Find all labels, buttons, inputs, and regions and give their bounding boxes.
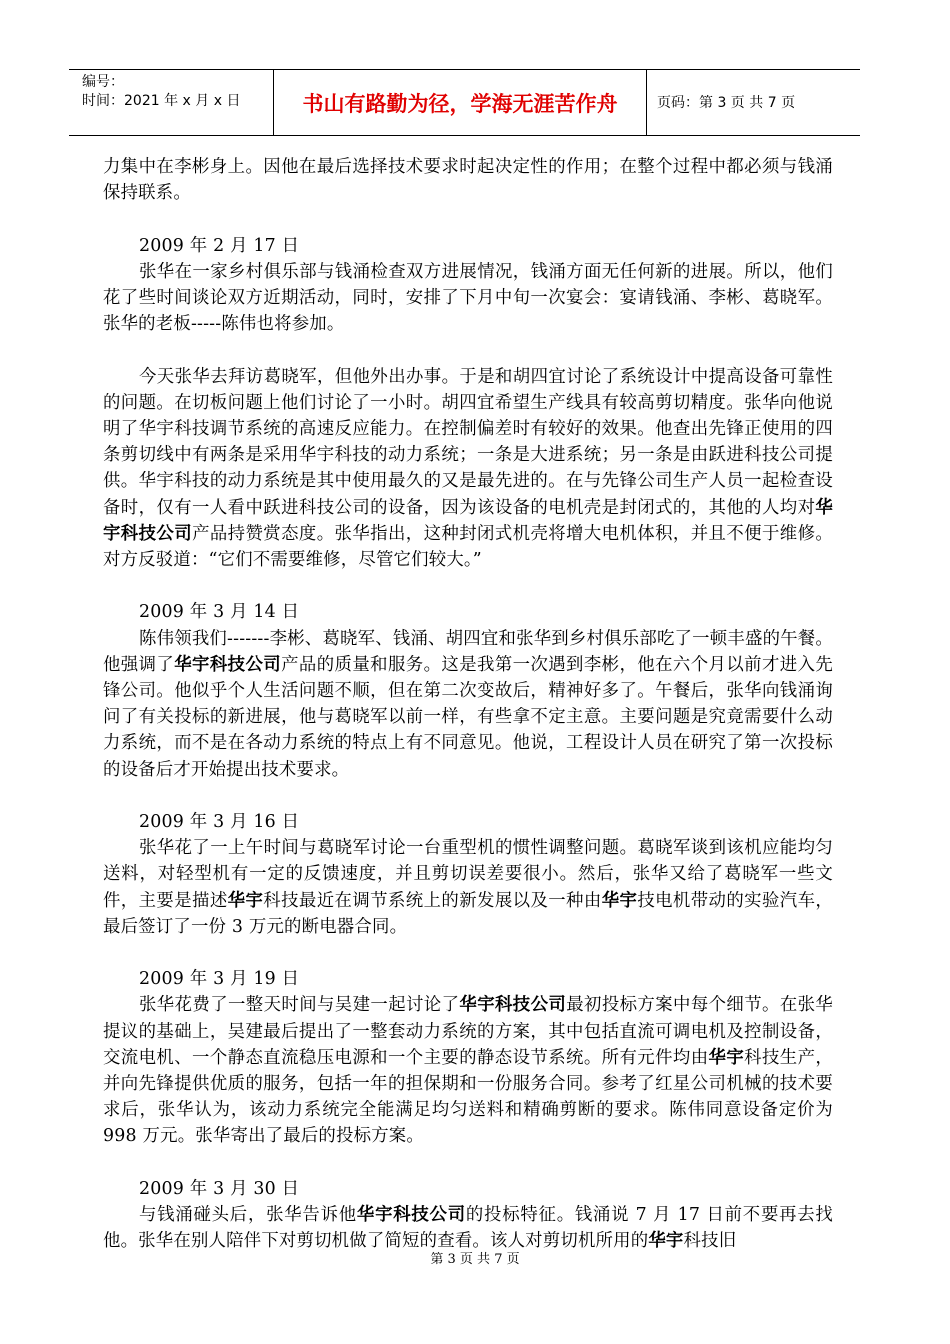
paragraph-text: 陈伟领我们-------李彬、葛晓军、钱涌、胡四宜和张华到乡村俱乐部吃了一顿丰盛的午餐。他强调了 (103, 628, 833, 675)
page-header-table (69, 69, 860, 136)
paragraph-text: 张华花了一上午时间与葛晓军讨论一台重型机的惯性调整问题。葛晓军谈到该机应能均匀送料，对轻型机有一定的反馈速度，并且剪切误差要很小。然后，张华又给了葛晓军一些文件，主要是描述 (103, 838, 833, 911)
document-body (103, 154, 833, 1254)
body-paragraph (103, 626, 833, 783)
document-time-label: 时间：2021 年 x 月 x 日 (82, 93, 241, 109)
paragraph-text: 今天张华去拜访葛晓军，但他外出办事。于是和胡四宜讨论了系统设计中提高设备可靠性的问题。在切板问题上他们讨论了一小时。胡四宜希望生产线具有较高剪切精度。张华向他说明了华宇科技调节系统的高速反应能力。在控制偏差时有较好的效果。他查出先锋正使用的四条剪切线中有两条是采用华宇科技的动力系统；一条是大进系统；另一条是由跃进科技公司提供。华宇科技的动力系统是其中使用最久的又是最先进的。在与先锋公司生产人员一起检查设备时，仅有一人看中跃进科技公司的设备，因为该设备的电机壳是封闭式的，其他的人均对 (103, 366, 833, 518)
header-page-number: 页码：第 3 页 共 7 页 (657, 95, 796, 111)
entry-date: 2009 年 3 月 16 日 (139, 812, 300, 833)
entry-date: 2009 年 3 月 14 日 (139, 602, 300, 623)
paragraph-text: 技电机带动的实验汽车，最后签订了一份 3 万元的断电器合同。 (103, 890, 833, 937)
paragraph-text: 产品持赞赏态度。张华指出，这种封闭式机壳将增大电机体积，并且不便于维修。对方反驳道：“它们不需要维修，尽管它们较大。” (103, 523, 833, 571)
paragraph-text: 最初投标方案中每个细节。在张华提议的基础上，吴建最后提出了一整套动力系统的方案，其中包括直流可调电机及控制设备，交流电机、一个静态直流稳压电源和一个主要的静态设节系统。所有元件均由 (103, 995, 834, 1068)
company-name-bold: 华宇 (601, 890, 638, 911)
company-name-bold: 华宇科技公司 (459, 995, 567, 1016)
entry-date: 2009 年 2 月 17 日 (139, 235, 300, 256)
paragraph-text: 张华花费了一整天时间与吴建一起讨论了 (139, 995, 460, 1016)
entry-date: 2009 年 3 月 19 日 (139, 969, 300, 990)
body-paragraph (103, 835, 833, 940)
body-paragraph (103, 992, 833, 1149)
paragraph-text: 的投标特征。钱涌说 7 月 17 日前不要再去找他。张华在别人陪伴下对剪切机做了简短的查看。该人对剪切机所用的 (103, 1205, 834, 1252)
header-page-cell (647, 70, 860, 135)
company-name-bold: 华宇 (227, 890, 264, 911)
paragraph-text: 科技旧 (683, 1231, 737, 1252)
body-paragraph: 张华在一家乡村俱乐部与钱涌检查双方进展情况，钱涌方面无任何新的进展。所以，他们花了些时间谈论双方近期活动，同时，安排了下月中旬一次宴会：宴请钱涌、李彬、葛晓军。张华的老板-----陈伟也将参加。 (103, 261, 833, 335)
paragraph-text: 产品的质量和服务。这是我第一次遇到李彬，他在六个月以前才进入先锋公司。他似乎个人生活问题不顺，但在第二次变故后，精神好多了。午餐后，张华向钱涌询问了有关投标的新进展，他与葛晓军以前一样，有些拿不定主意。主要问题是究竟需要什么动力系统，而不是在各动力系统的特点上有不同意见。他说，工程设计人员在研究了第一次投标的设备后才开始提出技术要求。 (103, 654, 833, 780)
body-paragraph (103, 364, 833, 574)
page-footer: 第 3 页 共 7 页 (430, 1252, 520, 1267)
body-paragraph: 力集中在李彬身上。因他在最后选择技术要求时起决定性的作用；在整个过程中都必须与钱涌保持联系。 (103, 157, 833, 204)
document-number-label: 编号： (82, 74, 124, 90)
company-name-bold: 华宇 (708, 1047, 745, 1068)
paragraph-text: 科技最近在调节系统上的新发展以及一种由 (263, 890, 602, 911)
header-motto: 书山有路勤为径，学海无涯苦作舟 (302, 92, 618, 116)
header-motto-cell (274, 70, 647, 135)
paragraph-text: 与钱涌碰头后，张华告诉他 (139, 1205, 357, 1226)
company-name-bold: 华宇科技公司 (103, 497, 833, 544)
body-paragraph (103, 1202, 833, 1254)
company-name-bold: 华宇 (648, 1231, 684, 1252)
entry-date: 2009 年 3 月 30 日 (139, 1178, 300, 1199)
header-info-cell (69, 70, 274, 135)
paragraph-text: 科技生产，并向先锋提供优质的服务，包括一年的担保期和一份服务合同。参考了红星公司机械的技术要求后，张华认为，该动力系统完全能满足均匀送料和精确剪断的要求。陈伟同意设备定价为 998 万元。张华寄出了最后的投标方案。 (103, 1047, 833, 1147)
company-name-bold: 华宇科技公司 (356, 1205, 466, 1226)
company-name-bold: 华宇科技公司 (174, 654, 282, 675)
